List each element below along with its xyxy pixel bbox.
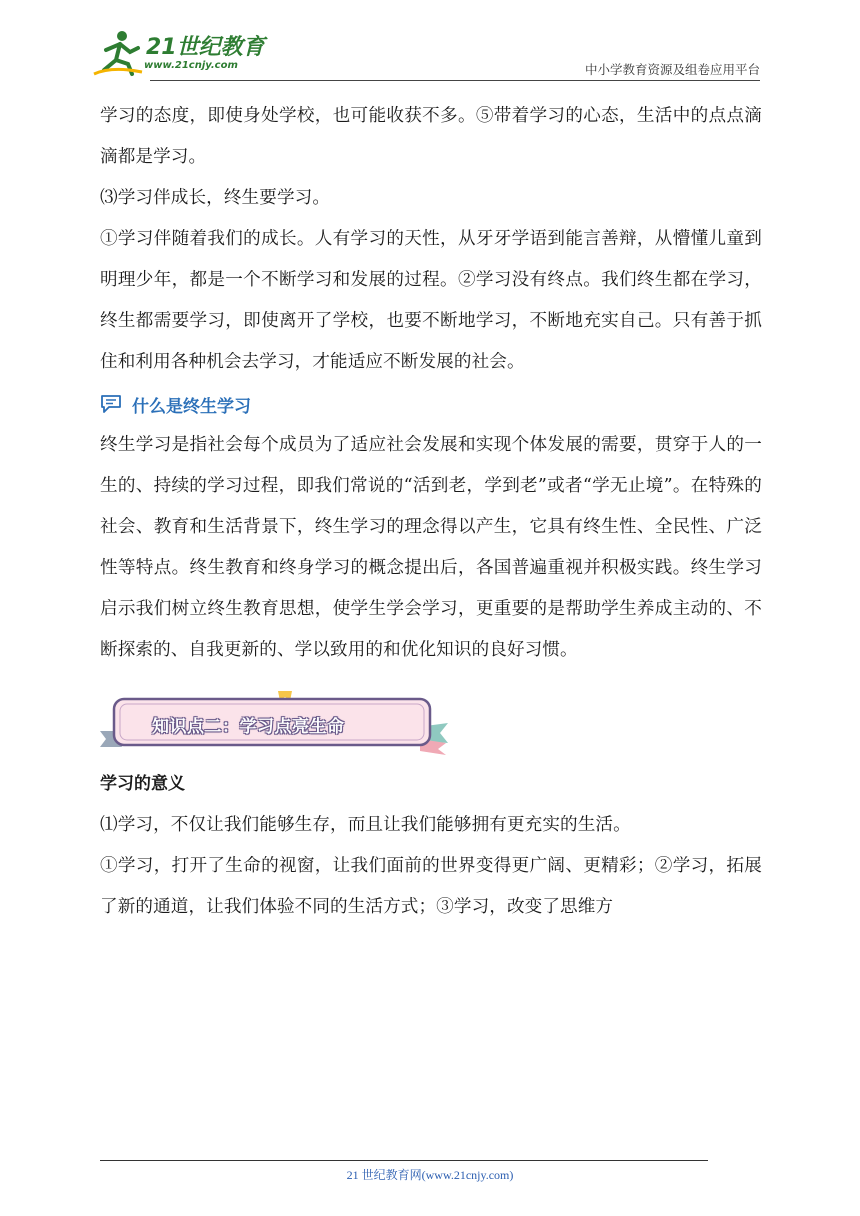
platform-name: 中小学教育资源及组卷应用平台 bbox=[584, 62, 760, 77]
paragraph: ⑴学习，不仅让我们能够生存，而且让我们能够拥有更充实的生活。 bbox=[100, 815, 631, 835]
paragraph: ①学习伴随着我们的成长。人有学习的天性，从牙牙学语到能言善辩，从懵懂儿童到明理少年，都是一个不断学习和发展的过程。②学习没有终点。我们终生都在学习，终生都需要学习，即使离开了学校，也要不断地学习，不断地充实自己。只有善于抓住和利用各种机会去学习，才能适应不断发展的社会。 bbox=[100, 229, 762, 372]
document-body bbox=[100, 96, 762, 928]
footer-link[interactable]: 21 世纪教育网(www.21cnjy.com) bbox=[346, 1168, 514, 1182]
speech-bubble-icon bbox=[100, 394, 122, 414]
footer-divider bbox=[100, 1160, 708, 1161]
page-header bbox=[0, 0, 860, 90]
site-logo[interactable] bbox=[92, 28, 265, 80]
note-heading-text: 什么是终生学习 bbox=[132, 396, 251, 417]
note-body: 终生学习是指社会每个成员为了适应社会发展和实现个体发展的需要，贯穿于人的一生的、持续的学习过程，即我们常说的“活到老，学到老”或者“学无止境”。在特殊的社会、教育和生活背景下，终生学习的理念得以产生，它具有终生性、全民性、广泛性等特点。终生教育和终身学习的概念提出后，各国普遍重视并积极实践。终生学习启示我们树立终生教育思想，使学生学会学习，更重要的是帮助学生养成主动的、不断探索的、自我更新的、学以致用的和优化知识的良好习惯。 bbox=[100, 435, 762, 660]
paragraph: ⑶学习伴成长，终生要学习。 bbox=[100, 188, 331, 208]
runner-logo-icon bbox=[92, 28, 148, 78]
logo-url: www.21cnjy.com bbox=[144, 60, 238, 71]
knowledge-point-banner bbox=[100, 687, 450, 757]
paragraph: 学习的态度，即使身处学校，也可能收获不多。⑤带着学习的心态，生活中的点点滴滴都是学习。 bbox=[100, 106, 762, 167]
section-heading: 学习的意义 bbox=[100, 774, 185, 794]
paragraph: ①学习，打开了生命的视窗，让我们面前的世界变得更广阔、更精彩；②学习，拓展了新的通道，让我们体验不同的生活方式；③学习，改变了思维方 bbox=[100, 856, 762, 917]
logo-text: 21世纪教育 bbox=[146, 35, 265, 60]
banner-title: 知识点二：学习点亮生命 bbox=[152, 717, 345, 737]
note-heading bbox=[100, 383, 762, 425]
header-divider bbox=[150, 80, 760, 81]
